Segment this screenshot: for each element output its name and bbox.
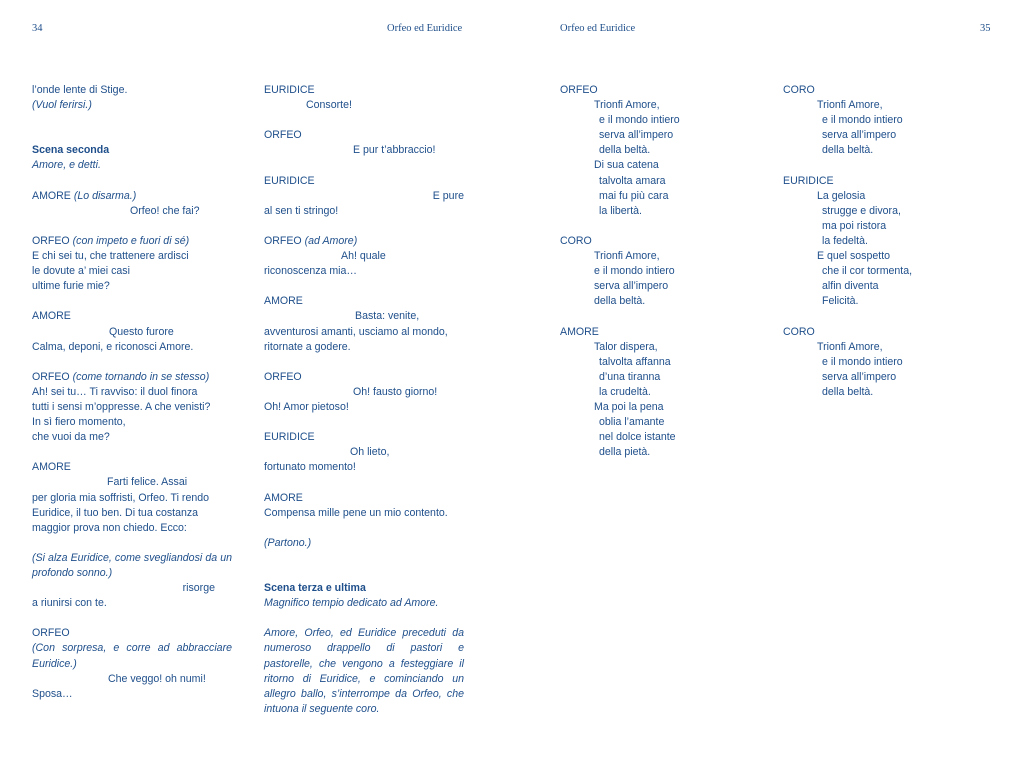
speaker-name: AMORE [560, 325, 599, 338]
speaker-name: EURIDICE [264, 84, 315, 96]
verse-line: talvolta affanna [599, 355, 671, 368]
verse-line: riconoscenza mia… [264, 265, 358, 278]
verse-line: la crudeltà. [599, 385, 651, 398]
stage-direction: (Si alza Euridice, come svegliandosi da un profondo sonno.) [32, 551, 232, 579]
verse-line: serva all’impero [822, 129, 897, 142]
verse-line: le dovute a’ miei casi [32, 265, 130, 278]
verse-line: Oh lieto, [350, 446, 390, 459]
speaker-name: AMORE [32, 461, 71, 474]
verse-line: E pur t’abbraccio! [353, 144, 436, 157]
verse-line: Questo furore [109, 325, 174, 338]
left-page-column-2 [264, 83, 464, 717]
verse-line: Trionfi Amore, [817, 99, 883, 112]
verse-line: nel dolce istante [599, 431, 676, 444]
verse-line: Felicità. [822, 295, 859, 308]
verse-line: e il mondo intiero [822, 355, 903, 368]
speaker-name: AMORE [32, 189, 71, 202]
page-number-right: 35 [980, 23, 991, 34]
verse-line: Orfeo! che fai? [130, 204, 200, 217]
verse-line: al sen ti stringo! [264, 204, 339, 217]
speaker-name: ORFEO [264, 234, 302, 247]
speaker-name: ORFEO [32, 370, 70, 383]
verse-line: alfin diventa [822, 280, 879, 293]
verse-line: ma poi ristora [822, 219, 887, 232]
verse-line: della beltà. [599, 144, 651, 157]
verse-line: oblia l’amante [599, 416, 665, 429]
speaker-line [32, 370, 232, 385]
verse-line: per gloria mia soffristi, Orfeo. Ti rendo [32, 491, 210, 504]
speaker-name: AMORE [264, 491, 303, 504]
verse-line: che il cor tormenta, [822, 265, 913, 278]
left-page-column-1 [32, 83, 232, 702]
verse-line: ritornate a godere. [264, 340, 351, 353]
scene-title: Scena terza e ultima [264, 582, 366, 595]
verse-line: Oh! Amor pietoso! [264, 400, 349, 413]
verse-line: tutti i sensi m’oppresse. A che venisti? [32, 400, 211, 413]
verse-line: la libertà. [599, 204, 642, 217]
verse-line: talvolta amara [599, 174, 666, 187]
speaker-name: EURIDICE [783, 174, 834, 187]
right-page-column-1 [560, 83, 760, 460]
stage-direction: (Con sorpresa, e corre ad abbracciare Euridice.) [32, 642, 232, 670]
verse-line: Consorte! [306, 99, 352, 112]
verse-line: E chi sei tu, che trattenere ardisci [32, 250, 189, 263]
stage-direction: (come tornando in se stesso) [72, 370, 210, 383]
verse-line: l’onde lente di Stige. [32, 84, 128, 96]
verse-line: Ma poi la pena [594, 400, 664, 413]
verse-line: e il mondo intiero [594, 265, 675, 278]
scene-subtitle: Amore, e detti. [32, 159, 101, 172]
verse-line: maggior prova non chiedo. Ecco: [32, 521, 187, 534]
speaker-name: ORFEO [32, 234, 70, 247]
stage-direction: (Lo disarma.) [73, 189, 137, 202]
verse-line: la fedeltà. [822, 234, 868, 247]
stage-direction: (ad Amore) [304, 234, 358, 247]
verse-line: strugge e divora, [822, 204, 901, 217]
verse-line: serva all’impero [594, 280, 669, 293]
verse-line: Calma, deponi, e riconosci Amore. [32, 340, 194, 353]
verse-line: e il mondo intiero [822, 114, 903, 127]
speaker-name: AMORE [32, 310, 71, 323]
verse-line: Compensa mille pene un mio contento. [264, 506, 448, 519]
verse-line: a riunirsi con te. [32, 597, 107, 610]
stage-direction: (con impeto e fuori di sé) [72, 234, 190, 247]
running-title-right: Orfeo ed Euridice [560, 23, 636, 34]
speaker-line [32, 189, 232, 204]
verse-line: Oh! fausto giorno! [353, 385, 438, 398]
speaker-name: AMORE [264, 295, 303, 308]
verse-line: Basta: venite, [355, 310, 420, 323]
verse-line: serva all’impero [599, 129, 674, 142]
stage-direction: (Partono.) [264, 536, 312, 549]
speaker-name: ORFEO [560, 84, 598, 96]
verse-line: della pietà. [599, 446, 651, 459]
verse-line: Trionfi Amore, [594, 250, 660, 263]
verse-line: della beltà. [822, 385, 874, 398]
verse-line: In sì fiero momento, [32, 416, 126, 429]
verse-line: Ah! sei tu… Ti ravviso: il duol finora [32, 385, 198, 398]
verse-line: La gelosia [817, 189, 866, 202]
speaker-name: CORO [783, 84, 815, 96]
verse-line: e il mondo intiero [599, 114, 680, 127]
verse-line: avventurosi amanti, usciamo al mondo, [264, 325, 448, 338]
verse-line: E quel sospetto [817, 250, 891, 263]
verse-line: Farti felice. Assai [107, 476, 188, 489]
verse-line: Ah! quale [341, 250, 386, 263]
speaker-line [264, 234, 464, 249]
verse-line: risorge [182, 582, 215, 595]
speaker-name: ORFEO [32, 627, 70, 640]
verse-line: fortunato momento! [264, 461, 356, 474]
verse-line: della beltà. [822, 144, 874, 157]
verse-line: Trionfi Amore, [817, 340, 883, 353]
verse-line: E pure [432, 189, 464, 202]
speaker-name: CORO [560, 234, 592, 247]
verse-line: Sposa… [32, 687, 73, 700]
verse-line: Trionfi Amore, [594, 99, 660, 112]
verse-line: Di sua catena [594, 159, 659, 172]
verse-line: ultime furie mie? [32, 280, 110, 293]
scene-subtitle: Magnifico tempio dedicato ad Amore. [264, 597, 439, 610]
speaker-name: EURIDICE [264, 431, 315, 444]
stage-direction: (Vuol ferirsi.) [32, 99, 92, 112]
speaker-name: CORO [783, 325, 815, 338]
running-title-left: Orfeo ed Euridice [387, 23, 463, 34]
speaker-name: ORFEO [264, 129, 302, 142]
speaker-line [32, 234, 232, 249]
stage-direction: Amore, Orfeo, ed Euridice preceduti da numeroso drappello di pastori e pastorelle, che vengono a festeggiare il ritorno di Euridice, e cominciando un allegro ballo, s’interrompe da Orfeo, che intuona il seguente coro. [264, 627, 464, 715]
verse-line: mai fu più cara [599, 189, 669, 202]
page-number-left: 34 [32, 23, 43, 34]
verse-line: che vuoi da me? [32, 431, 110, 444]
speaker-name: EURIDICE [264, 174, 315, 187]
verse-line: Euridice, il tuo ben. Di tua costanza [32, 506, 199, 519]
speaker-name: ORFEO [264, 370, 302, 383]
verse-line: Che veggo! oh numi! [108, 672, 206, 685]
verse-line: della beltà. [594, 295, 646, 308]
verse-line: Talor dispera, [594, 340, 658, 353]
scene-title: Scena seconda [32, 144, 110, 157]
right-page-column-2 [783, 83, 983, 400]
verse-line: d’una tiranna [599, 370, 661, 383]
verse-line: serva all’impero [822, 370, 897, 383]
